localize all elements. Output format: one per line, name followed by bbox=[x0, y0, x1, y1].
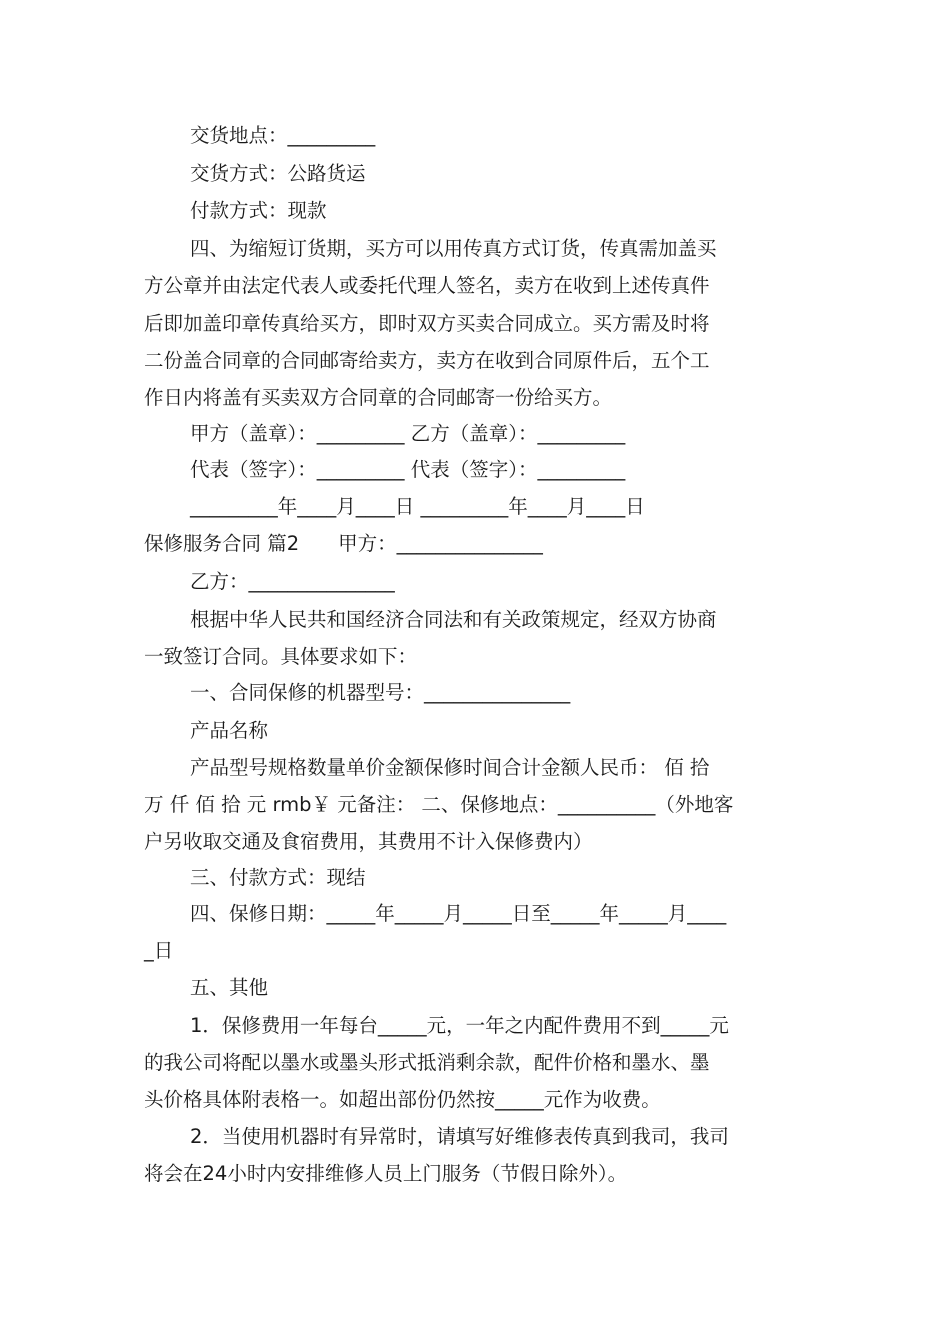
item-one-line-3: 头价格具体附表格一。如超出部份仍然按_____元作为收费。 bbox=[144, 1088, 661, 1111]
product-name-line: 产品名称 bbox=[190, 719, 269, 742]
clause-four-line-2: 方公章并由法定代表人或委托代理人签名，卖方在收到上述传真件 bbox=[144, 274, 710, 297]
delivery-location-line: 交货地点：_________ bbox=[190, 124, 376, 147]
product-spec-line-1: 产品型号规格数量单价金额保修时间合计金额人民币： 佰 拾 bbox=[190, 756, 710, 779]
delivery-method-line: 交货方式：公路货运 bbox=[190, 162, 366, 185]
product-spec-line-2: 万 仟 佰 拾 元 rmb￥ 元备注： 二、保修地点：__________（外地客 bbox=[144, 793, 734, 816]
clause-three-line: 三、付款方式：现结 bbox=[190, 866, 366, 889]
date-line: _________年____月____日 _________年____月____日 bbox=[190, 495, 645, 518]
item-one-line-2: 的我公司将配以墨水或墨头形式抵消剩余款，配件价格和墨水、墨 bbox=[144, 1051, 710, 1074]
party-b-line: 乙方：_______________ bbox=[190, 570, 395, 593]
item-two-line-2: 将会在24小时内安排维修人员上门服务（节假日除外）。 bbox=[144, 1162, 628, 1185]
product-spec-line-3: 户另收取交通及食宿费用，其费用不计入保修费内） bbox=[144, 830, 593, 853]
item-one-line-1: 1．保修费用一年每台_____元，一年之内配件费用不到_____元 bbox=[190, 1014, 729, 1037]
payment-method-line: 付款方式：现款 bbox=[190, 199, 327, 222]
machine-model-line: 一、合同保修的机器型号：_______________ bbox=[190, 681, 571, 704]
intro-line-1: 根据中华人民共和国经济合同法和有关政策规定，经双方协商 bbox=[190, 608, 717, 631]
item-two-line-1: 2．当使用机器时有异常时，请填写好维修表传真到我司，我司 bbox=[190, 1125, 729, 1148]
seal-line: 甲方（盖章）：_________ 乙方（盖章）：_________ bbox=[190, 422, 626, 445]
clause-four-line-5: 作日内将盖有买卖双方合同章的合同邮寄一份给买方。 bbox=[144, 386, 613, 409]
clause-four-line-1: 四、为缩短订货期，买方可以用传真方式订货，传真需加盖买 bbox=[190, 237, 717, 260]
clause-four-line-4: 二份盖合同章的合同邮寄给卖方，卖方在收到合同原件后，五个工 bbox=[144, 349, 710, 372]
warranty-date-line-2: _日 bbox=[144, 939, 174, 962]
signature-line: 代表（签字）：_________ 代表（签字）：_________ bbox=[190, 458, 626, 481]
clause-four-line-3: 后即加盖印章传真给买方，即时双方买卖合同成立。买方需及时将 bbox=[144, 312, 710, 335]
intro-line-2: 一致签订合同。具体要求如下： bbox=[144, 645, 418, 668]
contract-title-line: 保修服务合同 篇2 甲方：_______________ bbox=[144, 532, 543, 555]
warranty-date-line-1: 四、保修日期：_____年_____月_____日至_____年_____月____ bbox=[190, 902, 727, 925]
clause-five-heading: 五、其他 bbox=[190, 976, 269, 999]
